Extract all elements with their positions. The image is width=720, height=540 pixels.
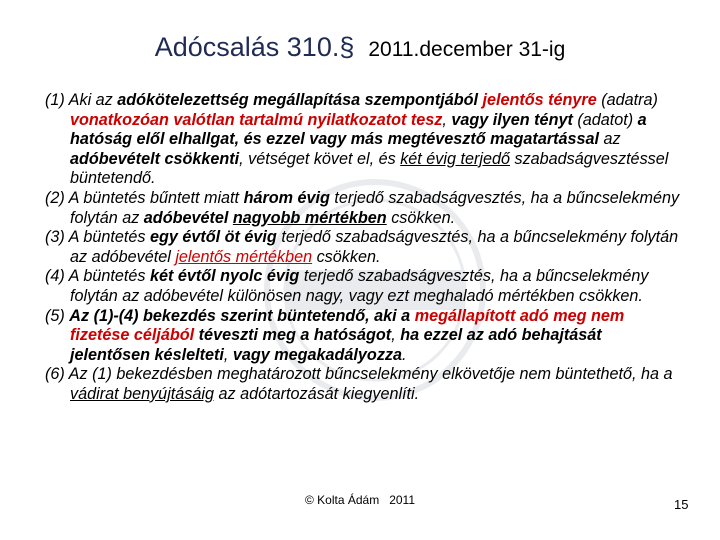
text-segment: téveszti meg a hatóságot [198,326,392,345]
law-text-body [45,91,685,405]
text-segment: (6) Az (1) bekezdésben meghatározott bűncselekmény elkövetője nem büntethető, ha a [45,365,673,384]
text-segment: vagy megakadályozza [232,345,403,364]
text-segment: terjedő szabadságvesztés, ha a bűncselekmény folytán az adóbevétel [70,228,679,266]
text-segment: , vétséget követ el, és [239,149,401,168]
text-segment: vádirat benyújtásáig [70,384,214,403]
text-segment: két évig terjedő [400,149,510,168]
footer-copyright: © Kolta Ádám 2011 [304,493,415,507]
text-segment: (4) A büntetés [45,267,150,286]
text-segment: két évtől nyolc évig [149,267,300,286]
paragraph-4 [45,267,685,306]
text-segment: (adatot) [572,110,638,129]
text-segment: adóbevételt csökkenti [70,149,240,168]
text-segment: a hatóság elől elhallgat, és ezzel vagy más megtévesztő magatartással [70,110,647,149]
paragraph-1 [45,91,685,189]
text-segment: adókötelezettség megállapítása szempontjából [117,91,478,109]
text-segment: ha ezzel az adó behajtását jelentősen késlelteti [70,326,602,364]
text-segment: . [402,345,407,364]
title-main: Adócsalás 310.§ [154,32,355,62]
paragraph-3 [45,228,685,267]
page-number: 15 [674,497,689,512]
text-segment: , [442,110,452,129]
text-segment: adóbevétel [143,208,229,227]
title-date: 2011.december 31-ig [368,38,566,61]
text-segment: terjedő szabadságvesztés, ha a bűncselekmény folytán az adóbevétel különösen nagy, vagy ezt meghaladó mértékben csökken. [70,267,649,305]
paragraph-6 [45,365,685,404]
text-segment: vagy ilyen tényt [451,110,573,129]
text-segment: jelentős tényre [482,91,597,109]
text-segment: nagyobb mértékben [232,208,387,227]
text-segment: az [599,130,621,149]
text-segment: , [223,345,233,364]
text-segment: (adatra) [596,91,658,109]
slide-title [0,32,720,63]
text-segment: vonatkozóan valótlan tartalmú nyilatkozatot tesz [70,110,443,129]
text-segment: , [391,326,401,345]
text-segment: jelentős mértékben [175,247,313,266]
text-segment: az adótartozását kiegyenlíti. [213,384,420,403]
text-segment: szabadságvesztéssel büntetendő. [70,149,669,188]
text-segment: Az (1)-(4) bekezdés szerint büntetendő, aki a [69,306,411,325]
paragraph-5 [45,307,685,366]
text-segment: (5) [45,306,70,325]
text-segment: (3) A büntetés [45,228,150,247]
text-segment: (1) Aki az [45,91,118,109]
text-segment: csökken. [312,247,381,266]
paragraph-2 [45,189,685,228]
text-segment: egy évtől öt évig [149,228,277,247]
text-segment: három évig [243,188,330,207]
text-segment: terjedő szabadságvesztés, ha a bűncselekmény folytán az [70,188,680,227]
text-segment: csökken. [386,208,456,227]
text-segment: megállapított adó meg nem fizetése céljából [70,306,625,345]
text-segment: (2) A büntetés bűntett miatt [45,188,244,207]
